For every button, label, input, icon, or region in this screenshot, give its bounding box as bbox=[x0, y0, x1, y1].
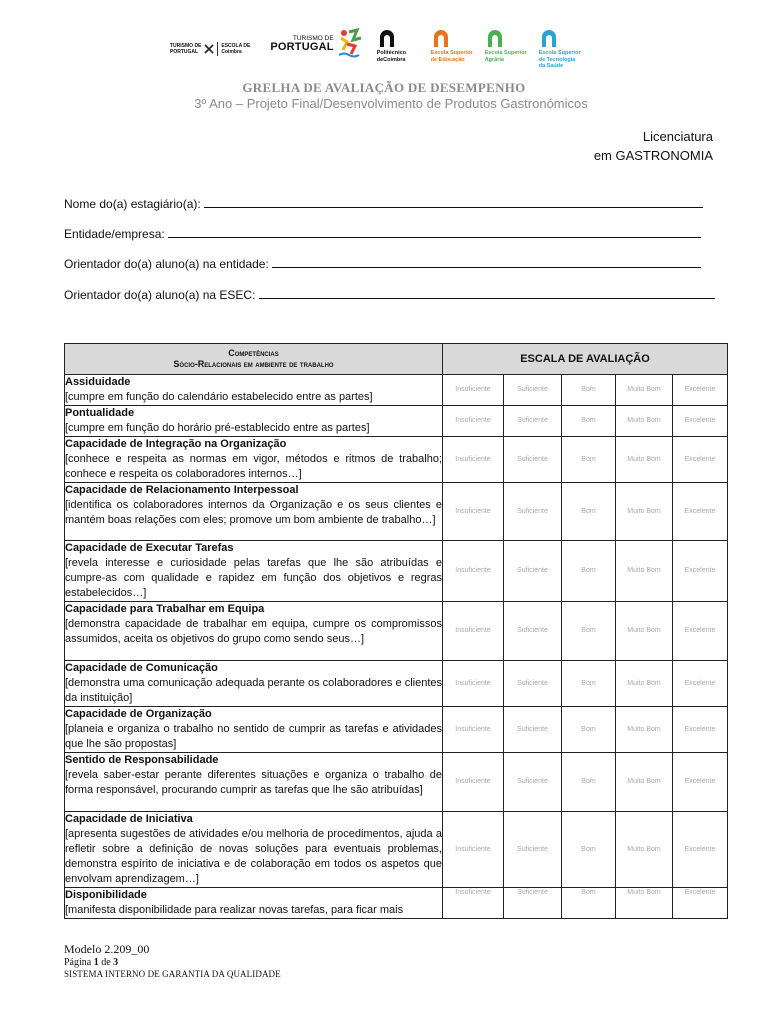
scale-option-0[interactable]: Insuficiente bbox=[443, 375, 504, 406]
competency-row bbox=[65, 602, 728, 661]
competency-row bbox=[65, 707, 728, 753]
competency-row bbox=[65, 375, 728, 406]
scale-option-1[interactable]: Suficiente bbox=[504, 661, 562, 707]
scale-option-2[interactable]: Bom bbox=[562, 541, 616, 602]
competency-title: Capacidade para Trabalhar em Equipa bbox=[65, 603, 265, 615]
scale-option-4[interactable]: Excelente bbox=[673, 602, 728, 661]
scale-option-0[interactable]: Insuficiente bbox=[443, 812, 504, 888]
scale-option-2[interactable]: Bom bbox=[562, 437, 616, 483]
escola-educacao-logo: Escola Superior de Educação bbox=[431, 28, 477, 63]
competency-text: [identifica os colaboradores internos da Organização e os seus clientes e mantém boas relações com eles; promove um bom ambiente de trabalho…] bbox=[65, 499, 442, 526]
competency-description bbox=[65, 707, 443, 753]
scale-option-2[interactable]: Bom bbox=[562, 812, 616, 888]
turismo-escola-logo: TURISMO DE PORTUGAL ESCOLA DE Coimbra bbox=[170, 43, 251, 55]
competency-title: Assiduidade bbox=[65, 376, 131, 388]
politecnico-arch-icon bbox=[377, 28, 397, 48]
competency-title: Capacidade de Iniciativa bbox=[65, 813, 193, 825]
scale-option-3[interactable]: Muito Bom bbox=[616, 602, 673, 661]
turismo-star-icon bbox=[337, 28, 363, 58]
scale-option-0[interactable]: Insuficiente bbox=[443, 707, 504, 753]
competency-text: [planeia e organiza o trabalho no sentido de cumprir as tarefas e atividades que lhe são propostas] bbox=[65, 723, 442, 750]
scale-option-3[interactable]: Muito Bom bbox=[616, 661, 673, 707]
competency-description bbox=[65, 375, 443, 406]
politecnico-coimbra-logo: Politécnico deCoimbra bbox=[377, 28, 423, 63]
scale-option-2[interactable]: Bom bbox=[562, 888, 616, 919]
competency-row bbox=[65, 661, 728, 707]
competency-title: Capacidade de Comunicação bbox=[65, 662, 218, 674]
competency-text: [conhece e respeita as normas em vigor, métodos e ritmos de trabalho; conhece e respeita os colaboradores internos…] bbox=[65, 453, 442, 480]
student-name-field[interactable]: Nome do(a) estagiário(a): bbox=[64, 196, 703, 211]
scale-option-1[interactable]: Suficiente bbox=[504, 541, 562, 602]
competency-title: Pontualidade bbox=[65, 407, 135, 419]
competency-title: Disponibilidade bbox=[65, 889, 147, 901]
competency-title: Capacidade de Executar Tarefas bbox=[65, 542, 234, 554]
scale-option-4[interactable]: Excelente bbox=[673, 375, 728, 406]
scale-option-2[interactable]: Bom bbox=[562, 483, 616, 541]
competency-text: [revela interesse e curiosidade pelas tarefas que lhe são atribuídas e cumpre-as com qualidade e rapidez em função dos objetivos e regras estabelecidos…] bbox=[65, 557, 442, 599]
competency-row bbox=[65, 541, 728, 602]
competency-title: Capacidade de Relacionamento Interpessoal bbox=[65, 484, 299, 496]
scale-option-3[interactable]: Muito Bom bbox=[616, 753, 673, 812]
scale-option-2[interactable]: Bom bbox=[562, 707, 616, 753]
esec-supervisor-line[interactable] bbox=[259, 287, 715, 299]
scale-option-4[interactable]: Excelente bbox=[673, 812, 728, 888]
scale-option-0[interactable]: Insuficiente bbox=[443, 661, 504, 707]
competency-text: [manifesta disponibilidade para realizar novas tarefas, para ficar mais bbox=[65, 904, 404, 916]
page-number: Página 1 de 3 bbox=[64, 957, 119, 968]
agraria-arch-icon bbox=[485, 28, 505, 48]
scale-option-1[interactable]: Suficiente bbox=[504, 602, 562, 661]
competency-description bbox=[65, 812, 443, 888]
scale-option-2[interactable]: Bom bbox=[562, 753, 616, 812]
competency-description bbox=[65, 437, 443, 483]
quality-system-label: SISTEMA INTERNO DE GARANTIA DA QUALIDADE bbox=[64, 969, 281, 979]
competency-row bbox=[65, 753, 728, 812]
degree-label: Licenciatura em GASTRONOMIA bbox=[593, 129, 713, 163]
competency-text: [demonstra uma comunicação adequada perante os colaboradores e clientes da instituição] bbox=[65, 677, 442, 704]
scale-option-2[interactable]: Bom bbox=[562, 406, 616, 437]
scale-option-3[interactable]: Muito Bom bbox=[616, 541, 673, 602]
competency-title: Capacidade de Organização bbox=[65, 708, 212, 720]
competency-row bbox=[65, 888, 728, 919]
competency-title: Sentido de Responsabilidade bbox=[65, 754, 219, 766]
entity-supervisor-field[interactable]: Orientador do(a) aluno(a) na entidade: bbox=[64, 256, 701, 271]
competency-description bbox=[65, 483, 443, 541]
scale-option-3[interactable]: Muito Bom bbox=[616, 483, 673, 541]
scale-option-0[interactable]: Insuficiente bbox=[443, 602, 504, 661]
evaluation-grid bbox=[64, 343, 728, 919]
scale-header: ESCALA DE AVALIAÇÃO bbox=[443, 344, 728, 375]
scale-option-0[interactable]: Insuficiente bbox=[443, 541, 504, 602]
scale-option-2[interactable]: Bom bbox=[562, 375, 616, 406]
scale-option-3[interactable]: Muito Bom bbox=[616, 707, 673, 753]
scale-option-4[interactable]: Excelente bbox=[673, 406, 728, 437]
scale-option-1[interactable]: Suficiente bbox=[504, 483, 562, 541]
educacao-arch-icon bbox=[431, 28, 451, 48]
student-name-line[interactable] bbox=[204, 196, 703, 208]
scale-option-2[interactable]: Bom bbox=[562, 602, 616, 661]
scale-option-0[interactable]: Insuficiente bbox=[443, 406, 504, 437]
scale-option-1[interactable]: Suficiente bbox=[504, 437, 562, 483]
competencies-header: Competências Sócio-Relacionais em ambiente de trabalho bbox=[65, 344, 443, 375]
scale-option-3[interactable]: Muito Bom bbox=[616, 812, 673, 888]
scale-option-0[interactable]: Insuficiente bbox=[443, 437, 504, 483]
scale-option-1[interactable]: Suficiente bbox=[504, 753, 562, 812]
document-title: GRELHA DE AVALIAÇÃO DE DESEMPENHO bbox=[242, 80, 526, 95]
scale-option-3[interactable]: Muito Bom bbox=[616, 375, 673, 406]
escola-mark-icon bbox=[204, 44, 214, 54]
scale-option-3[interactable]: Muito Bom bbox=[616, 406, 673, 437]
saude-arch-icon bbox=[539, 28, 559, 48]
scale-option-4[interactable]: Excelente bbox=[673, 888, 728, 919]
scale-option-2[interactable]: Bom bbox=[562, 661, 616, 707]
scale-option-3[interactable]: Muito Bom bbox=[616, 437, 673, 483]
escola-agraria-logo: Escola Superior Agrária bbox=[485, 28, 531, 63]
model-number: Modelo 2.209_00 bbox=[64, 942, 150, 956]
competency-row bbox=[65, 437, 728, 483]
competency-description bbox=[65, 602, 443, 661]
scale-option-0[interactable]: Insuficiente bbox=[443, 753, 504, 812]
competency-description bbox=[65, 541, 443, 602]
entity-line[interactable] bbox=[168, 226, 701, 238]
scale-option-1[interactable]: Suficiente bbox=[504, 707, 562, 753]
competency-text: [demonstra capacidade de trabalhar em equipa, cumpre os compromissos assumidos, aceita os objetivos do grupo como sendo seus…] bbox=[65, 618, 442, 645]
document-subtitle: 3º Ano – Projeto Final/Desenvolvimento de Produtos Gastronómicos bbox=[194, 96, 588, 111]
competency-text: [cumpre em função do horário pré-establecido entre as partes] bbox=[65, 422, 370, 434]
scale-option-1[interactable]: Suficiente bbox=[504, 812, 562, 888]
scale-option-4[interactable]: Excelente bbox=[673, 753, 728, 812]
grid-body bbox=[65, 375, 728, 919]
scale-option-4[interactable]: Excelente bbox=[673, 661, 728, 707]
turismo-portugal-logo: TURISMO DE PORTUGAL bbox=[270, 28, 362, 58]
competency-text: [apresenta sugestões de atividades e/ou melhoria de procedimentos, ajuda a refletir sobre a definição de novas soluções para eventuais problemas, demonstra espírito de iniciativa e de colaboração em todos os aspetos que envolvam aprendizagem…] bbox=[65, 828, 442, 885]
competency-description bbox=[65, 406, 443, 437]
competency-row bbox=[65, 812, 728, 888]
scale-option-1[interactable]: Suficiente bbox=[504, 406, 562, 437]
scale-option-1[interactable]: Suficiente bbox=[504, 375, 562, 406]
competency-text: [revela saber-estar perante diferentes situações e organiza o trabalho de forma responsável, procurando cumprir as tarefas que lhe são atribuídas] bbox=[65, 769, 442, 796]
entity-field[interactable]: Entidade/empresa: bbox=[64, 226, 701, 241]
entity-supervisor-line[interactable] bbox=[272, 256, 701, 268]
scale-option-4[interactable]: Excelente bbox=[673, 437, 728, 483]
scale-option-4[interactable]: Excelente bbox=[673, 707, 728, 753]
scale-option-0[interactable]: Insuficiente bbox=[443, 483, 504, 541]
scale-option-1[interactable]: Suficiente bbox=[504, 888, 562, 919]
esec-supervisor-field[interactable]: Orientador do(a) aluno(a) na ESEC: bbox=[64, 287, 715, 302]
competency-title: Capacidade de Integração na Organização bbox=[65, 438, 287, 450]
competency-text: [cumpre em função do calendário estabelecido entre as partes] bbox=[65, 391, 373, 403]
scale-option-0[interactable]: Insuficiente bbox=[443, 888, 504, 919]
scale-option-4[interactable]: Excelente bbox=[673, 541, 728, 602]
logo-bar bbox=[170, 28, 585, 68]
escola-tecnologia-saude-logo: Escola Superior de Tecnologia da Saúde bbox=[539, 28, 585, 70]
competency-description bbox=[65, 753, 443, 812]
scale-option-3[interactable]: Muito Bom bbox=[616, 888, 673, 919]
competency-row bbox=[65, 483, 728, 541]
competency-description bbox=[65, 888, 443, 919]
competency-row bbox=[65, 406, 728, 437]
scale-option-4[interactable]: Excelente bbox=[673, 483, 728, 541]
competency-description bbox=[65, 661, 443, 707]
